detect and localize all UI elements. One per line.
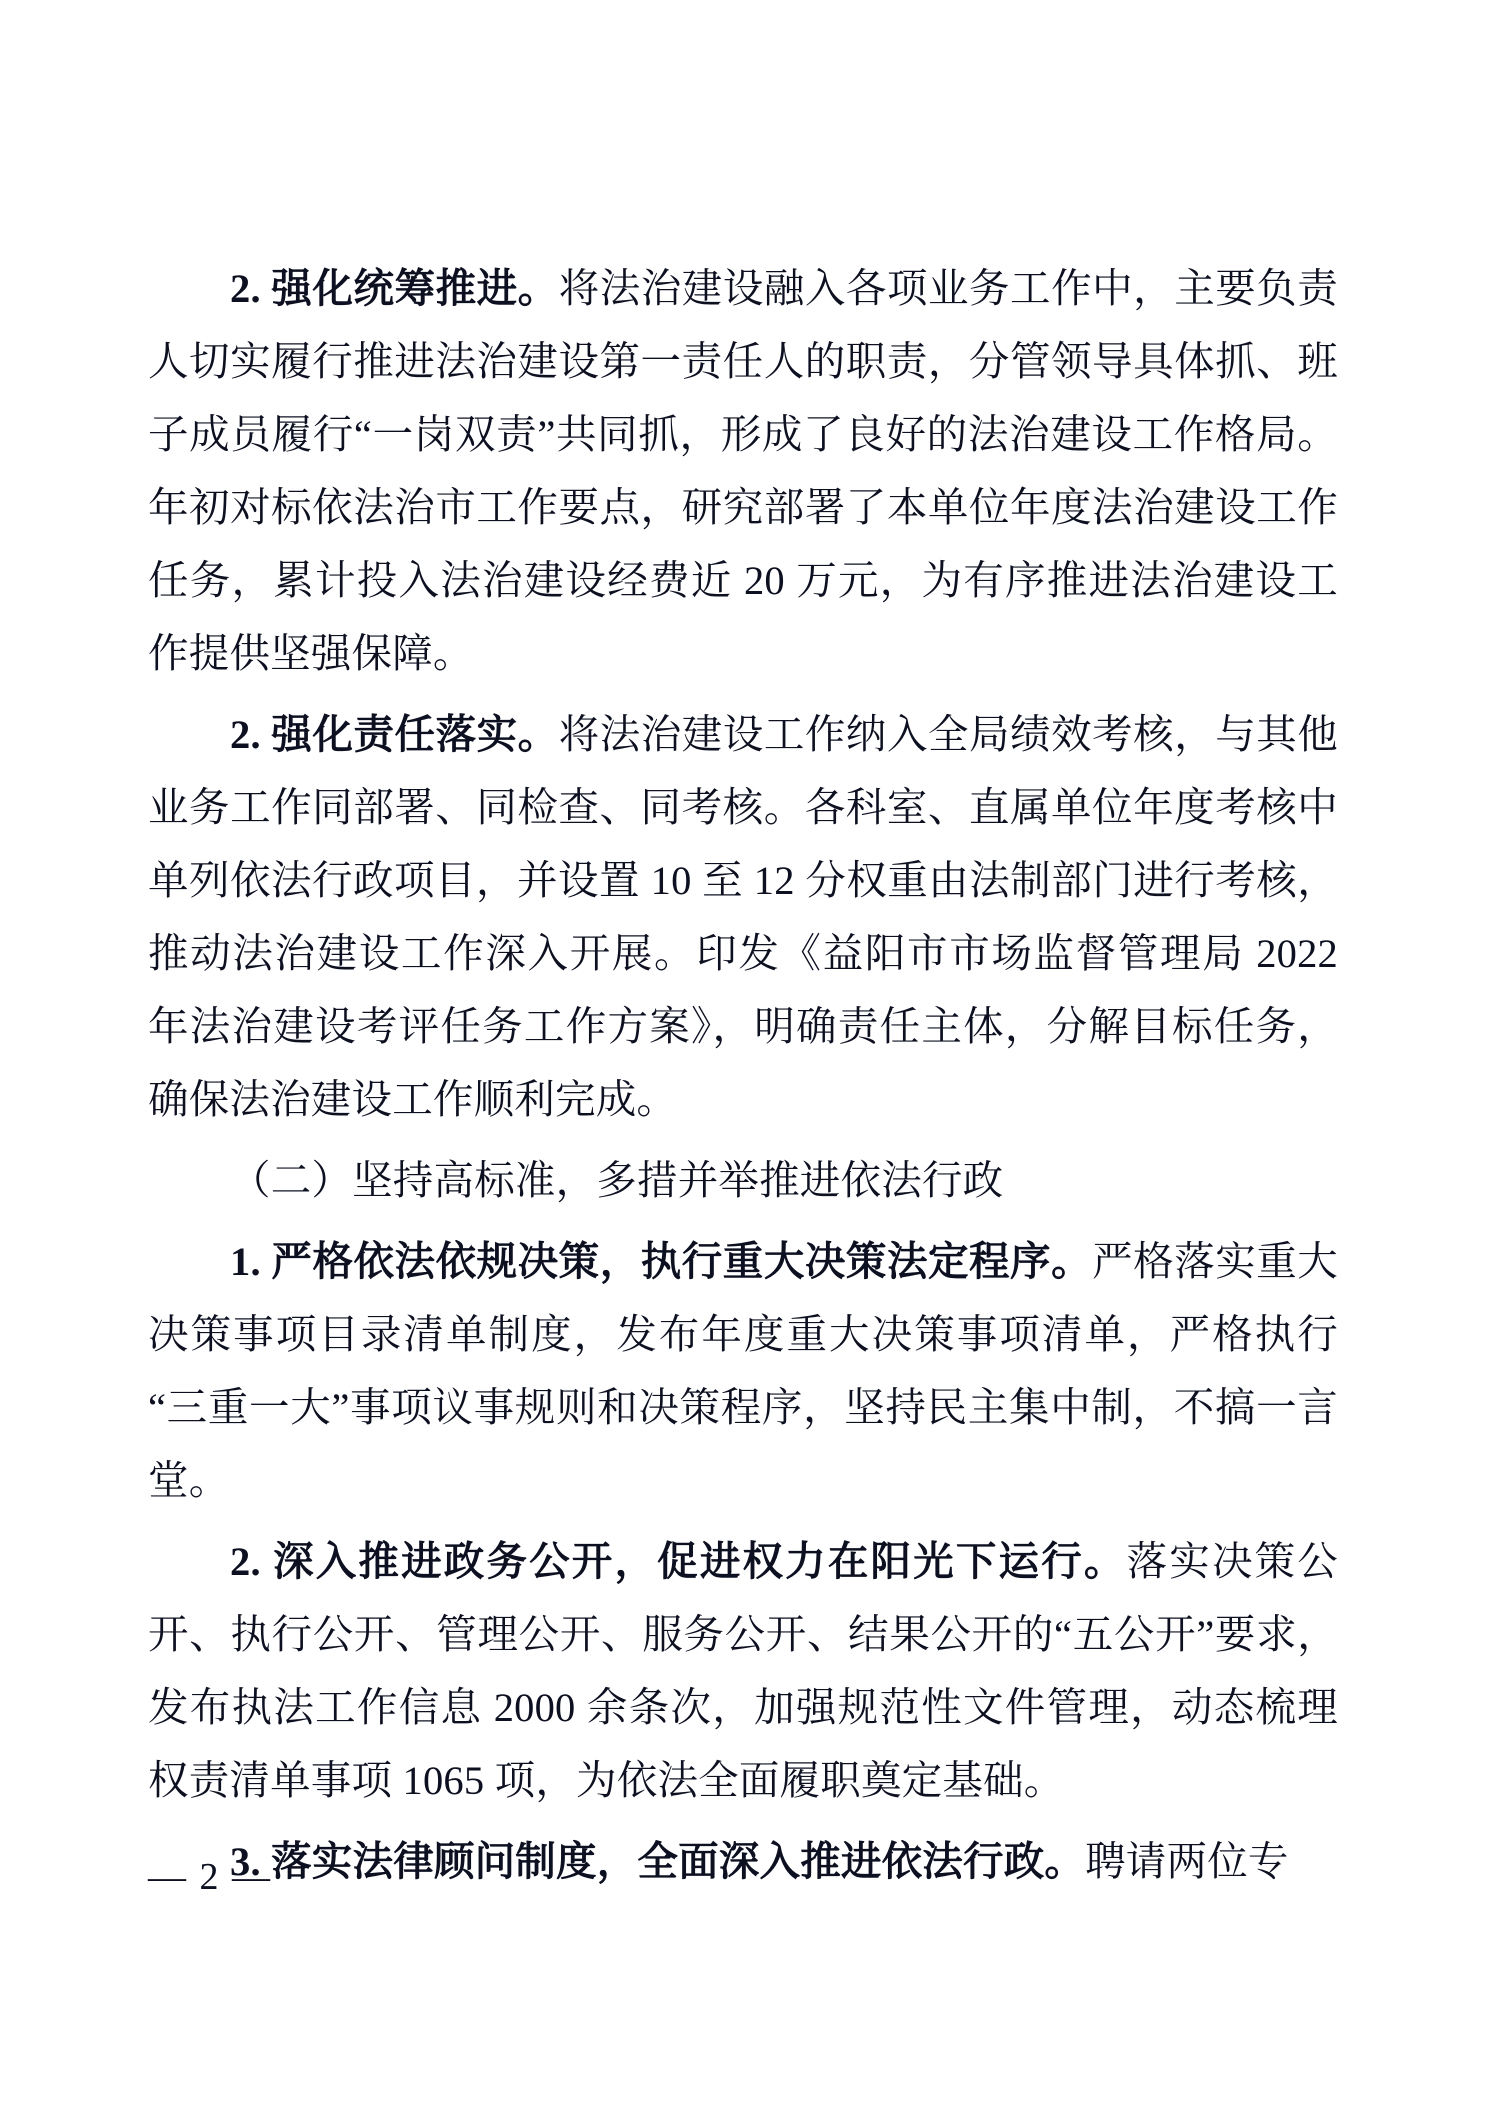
paragraph: [148, 1525, 1338, 1817]
paragraph-text: 聘请两位专: [1085, 1839, 1289, 1884]
paragraph-text: 将法治建设融入各项业务工作中，主要负责人切实履行推进法治建设第一责任人的职责，分管领导具体抓、班子成员履行“一岗双责”共同抓，形成了良好的法治建设工作格局。年初对标依法治市工作要点，研究部署了本单位年度法治建设工作任务，累计投入法治建设经费近 20 万元，为有序推进法治建设工作提供坚强保障。: [148, 266, 1339, 676]
paragraph-text: 将法治建设工作纳入全局绩效考核，与其他业务工作同部署、同检查、同考核。各科室、直属单位年度考核中单列依法行政项目，并设置 10 至 12 分权重由法制部门进行考核，推动法治建设工作深入开展。印发《益阳市市场监督管理局 2022 年法治建设考评任务工作方案》，明确责任主体，分解目标任务，确保法治建设工作顺利完成。: [148, 712, 1339, 1122]
paragraph: [148, 1225, 1338, 1517]
paragraph-lead: 2. 强化责任落实。: [230, 712, 559, 757]
paragraph: [148, 698, 1338, 1136]
page-number: — 2 —: [148, 1856, 272, 1898]
paragraph-text: 落实决策公开、执行公开、管理公开、服务公开、结果公开的“五公开”要求，发布执法工作信息 2000 余条次，加强规范性文件管理，动态梳理权责清单事项 1065 项，为依法全面履职奠定基础。: [148, 1539, 1338, 1803]
document-body: [148, 252, 1338, 1906]
paragraph-lead: 2. 强化统筹推进。: [230, 266, 559, 311]
paragraph-lead: 1. 严格依法依规决策，执行重大决策法定程序。: [230, 1239, 1093, 1284]
paragraph: [148, 252, 1338, 690]
paragraph-text: 严格落实重大决策事项目录清单制度，发布年度重大决策事项清单，严格执行“三重一大”事项议事规则和决策程序，坚持民主集中制，不搞一言堂。: [148, 1239, 1338, 1503]
paragraph: [148, 1825, 1338, 1898]
paragraph-lead: 2. 深入推进政务公开，促进权力在阳光下运行。: [230, 1539, 1127, 1584]
paragraph-lead: 3. 落实法律顾问制度，全面深入推进依法行政。: [230, 1839, 1086, 1884]
paragraph-text: （二）坚持高标准，多措并举推进依法行政: [230, 1158, 1004, 1203]
paragraph: [148, 1144, 1338, 1217]
